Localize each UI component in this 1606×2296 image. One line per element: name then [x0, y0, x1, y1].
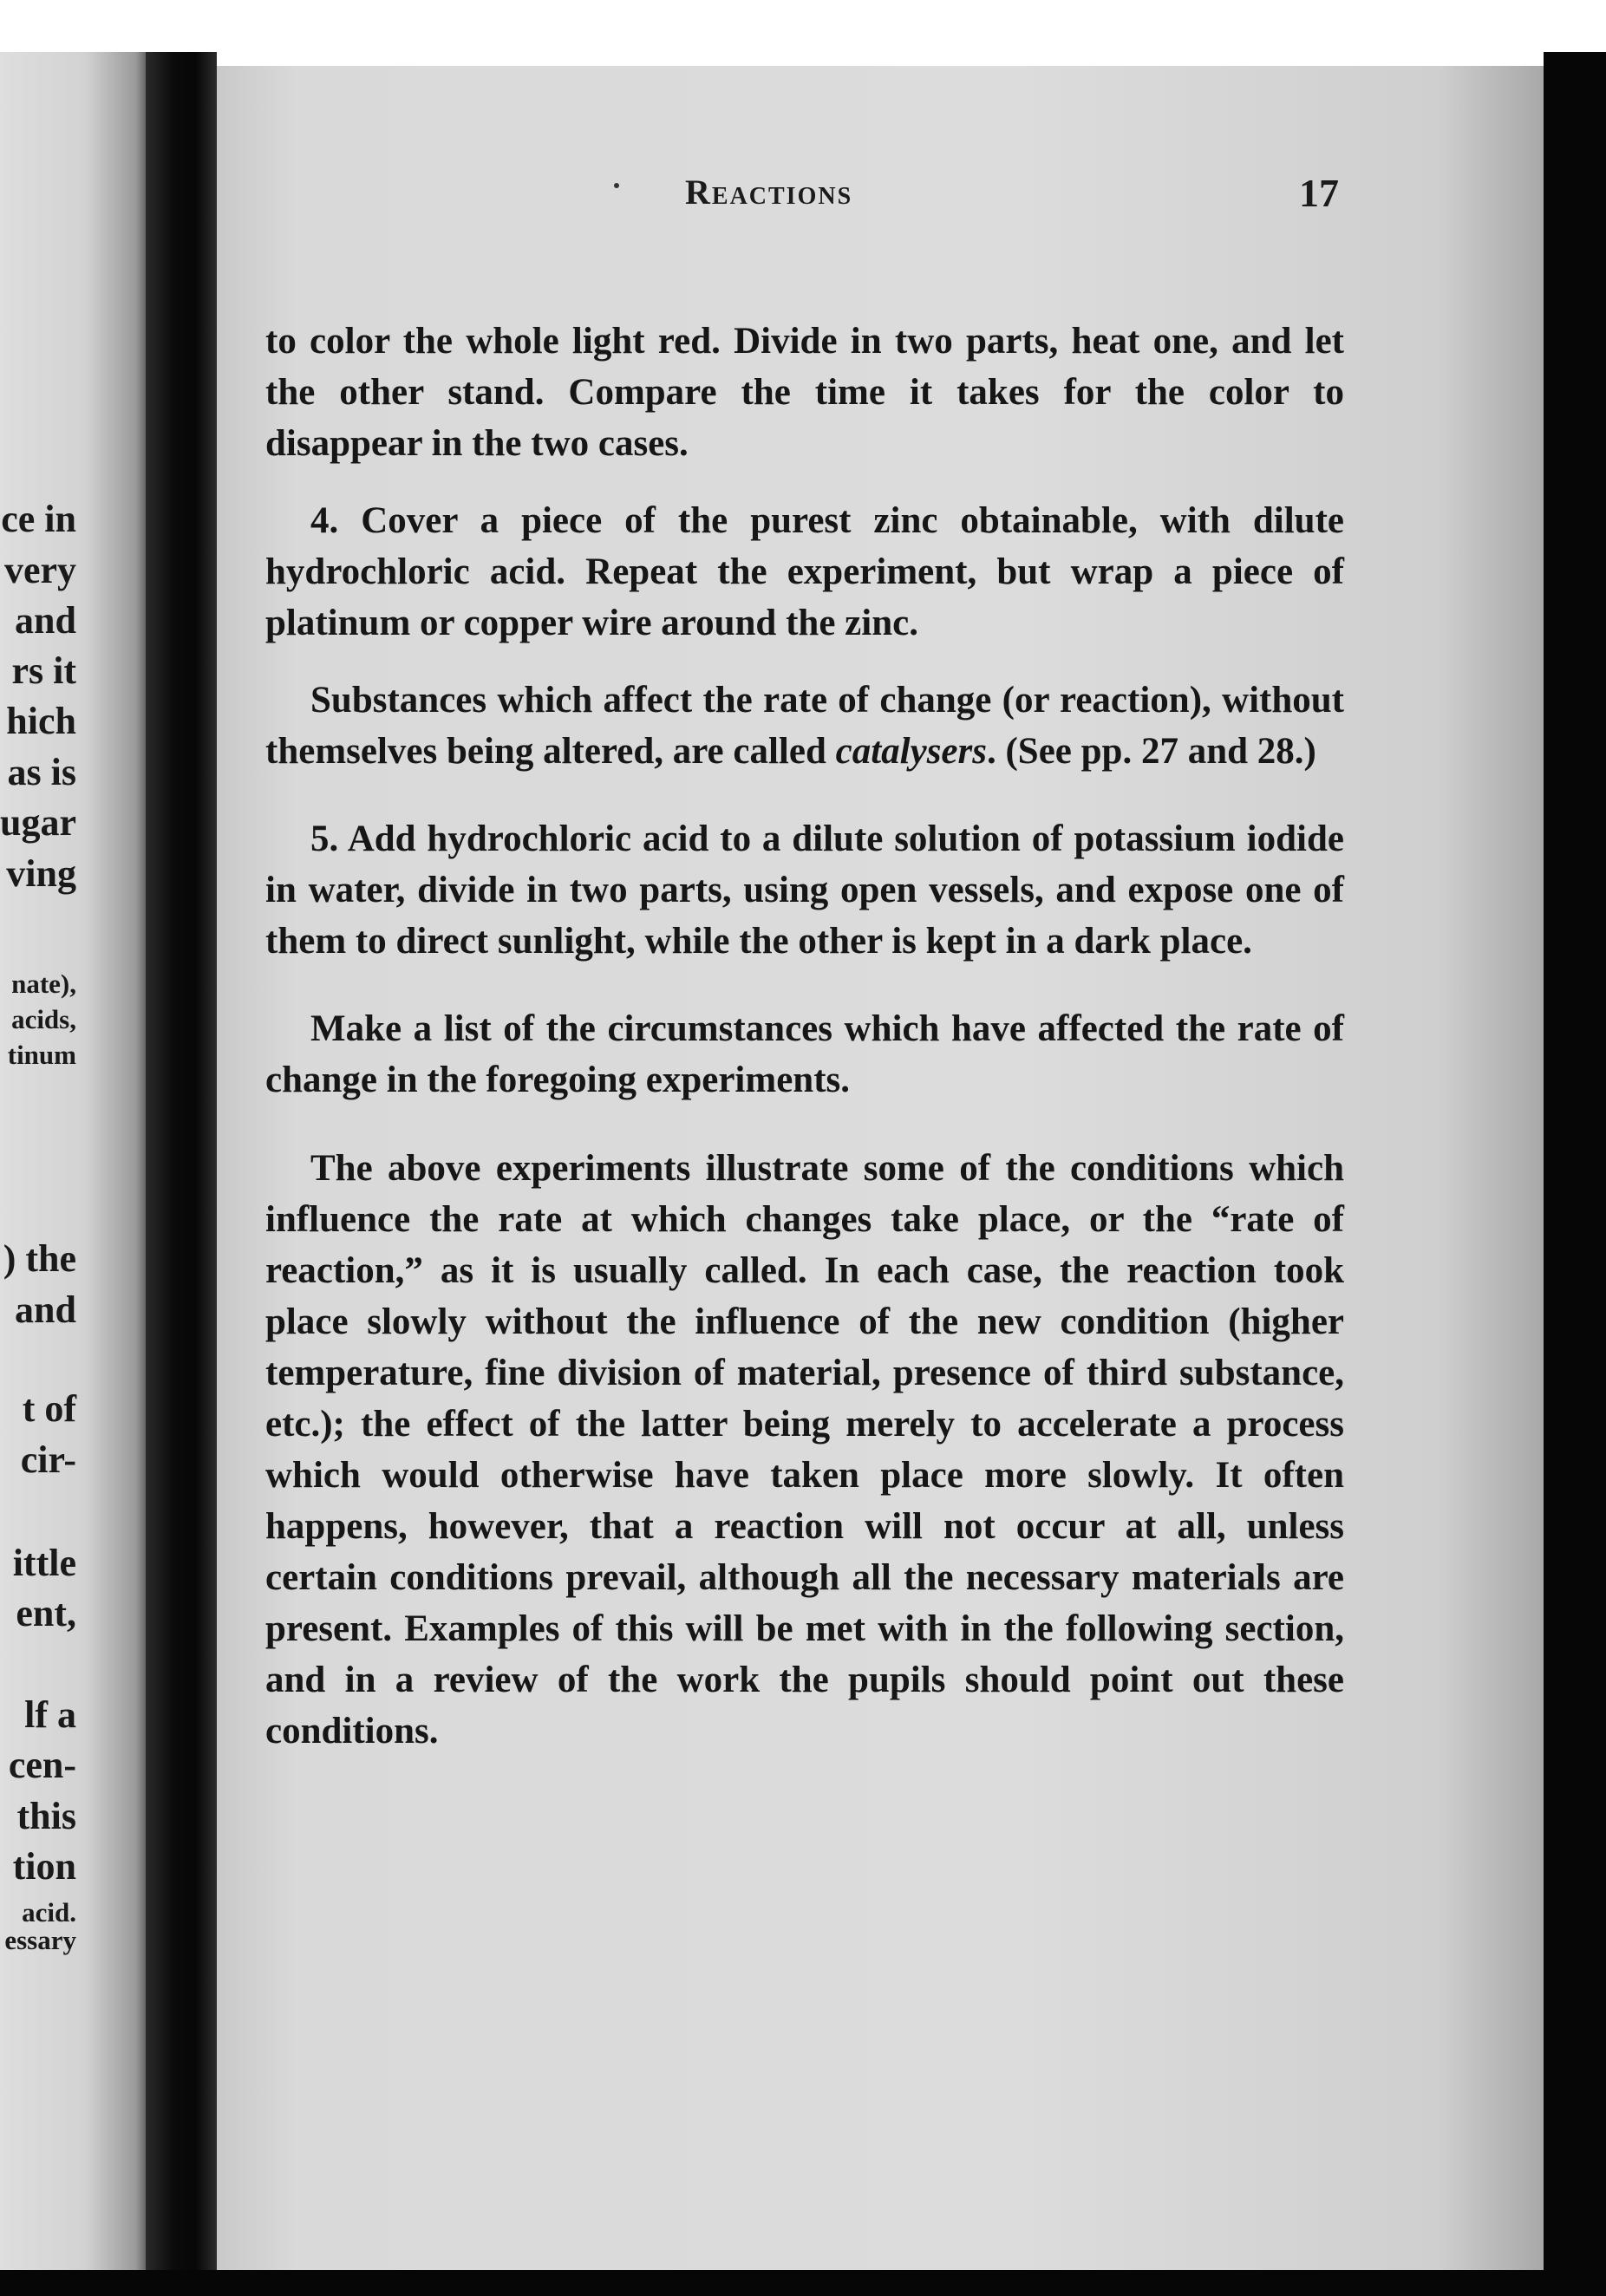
facing-line: ving: [6, 852, 76, 895]
facing-line: hich: [6, 700, 76, 742]
facing-line: ce in: [1, 498, 76, 540]
facing-line: very: [3, 549, 76, 591]
scan-top-margin: [0, 0, 1606, 52]
paragraph-catalysers: [265, 675, 1344, 777]
paragraph-experiment-4: 4. Cover a piece of the purest zinc obtainable, with dilute hydrochloric acid. Repeat the experiment, but wrap a piece of platinum or copper wire around the zinc.: [265, 500, 1344, 643]
facing-line: rs it: [11, 649, 76, 692]
book-gutter: [146, 52, 217, 2270]
page-body: [265, 316, 1344, 1757]
scan-right-border: [1544, 52, 1606, 2296]
facing-line: ) the: [3, 1237, 76, 1280]
facing-line: tinum: [7, 1040, 76, 1070]
facing-line: ugar: [0, 801, 76, 844]
facing-page-fragment: [0, 52, 154, 2270]
facing-line: and: [15, 599, 76, 642]
facing-line: acid.: [22, 1897, 76, 1927]
facing-line: and: [15, 1288, 76, 1331]
facing-line: tion: [12, 1845, 76, 1888]
facing-line: cir-: [20, 1438, 76, 1481]
running-head: Reactions: [685, 173, 853, 212]
scan-bottom-border: [0, 2270, 1606, 2296]
paragraph-make-list: Make a list of the circumstances which have affected the rate of change in the foregoing experiments.: [265, 1008, 1344, 1100]
paragraph-conclusion: The above experiments illustrate some of the conditions which influence the rate at which changes take place, or the “rate of reaction,” as it is usually called. In each case, the reaction took place slowly without the influence of the new condition (higher temperature, fine division of material, presence of third substance, etc.); the effect of the latter being merely to accelerate a process which would otherwise have taken place more slowly. It often happens, however, that a reaction will not occur at all, unless certain conditions prevail, although all the necessary materials are present. Examples of this will be met with in the following section, and in a review of the work the pupils should point out these conditions.: [265, 1148, 1344, 1751]
facing-line: ittle: [12, 1542, 76, 1584]
catalysers-text-after: . (See pp. 27 and 28.): [986, 731, 1316, 772]
facing-line: nate),: [11, 969, 76, 999]
scan-speck: [614, 183, 619, 188]
facing-line: essary: [4, 1925, 76, 1955]
facing-line: ent,: [16, 1592, 76, 1634]
facing-line: t of: [22, 1387, 76, 1430]
page-number: 17: [1299, 171, 1339, 215]
facing-line: lf a: [24, 1693, 76, 1736]
paragraph-experiment-5: 5. Add hydrochloric acid to a dilute solution of potassium iodide in water, divide in two parts, using open vessels, and expose one of them to direct sunlight, while the other is kept in a dark place.: [265, 819, 1344, 962]
facing-page-text: [0, 52, 76, 2270]
paragraph-continued: to color the whole light red. Divide in two parts, heat one, and let the other stand. Compare the time it takes for the color to disappear in the two cases.: [265, 321, 1344, 464]
facing-line: cen-: [8, 1744, 76, 1786]
catalysers-text-before: Substances which affect the rate of change (or reaction), without themselves being altered, are called: [265, 680, 1344, 772]
facing-line: this: [16, 1795, 76, 1837]
catalysers-term: catalysers: [835, 731, 987, 772]
facing-line: as is: [7, 751, 76, 793]
facing-line: acids,: [11, 1004, 76, 1034]
